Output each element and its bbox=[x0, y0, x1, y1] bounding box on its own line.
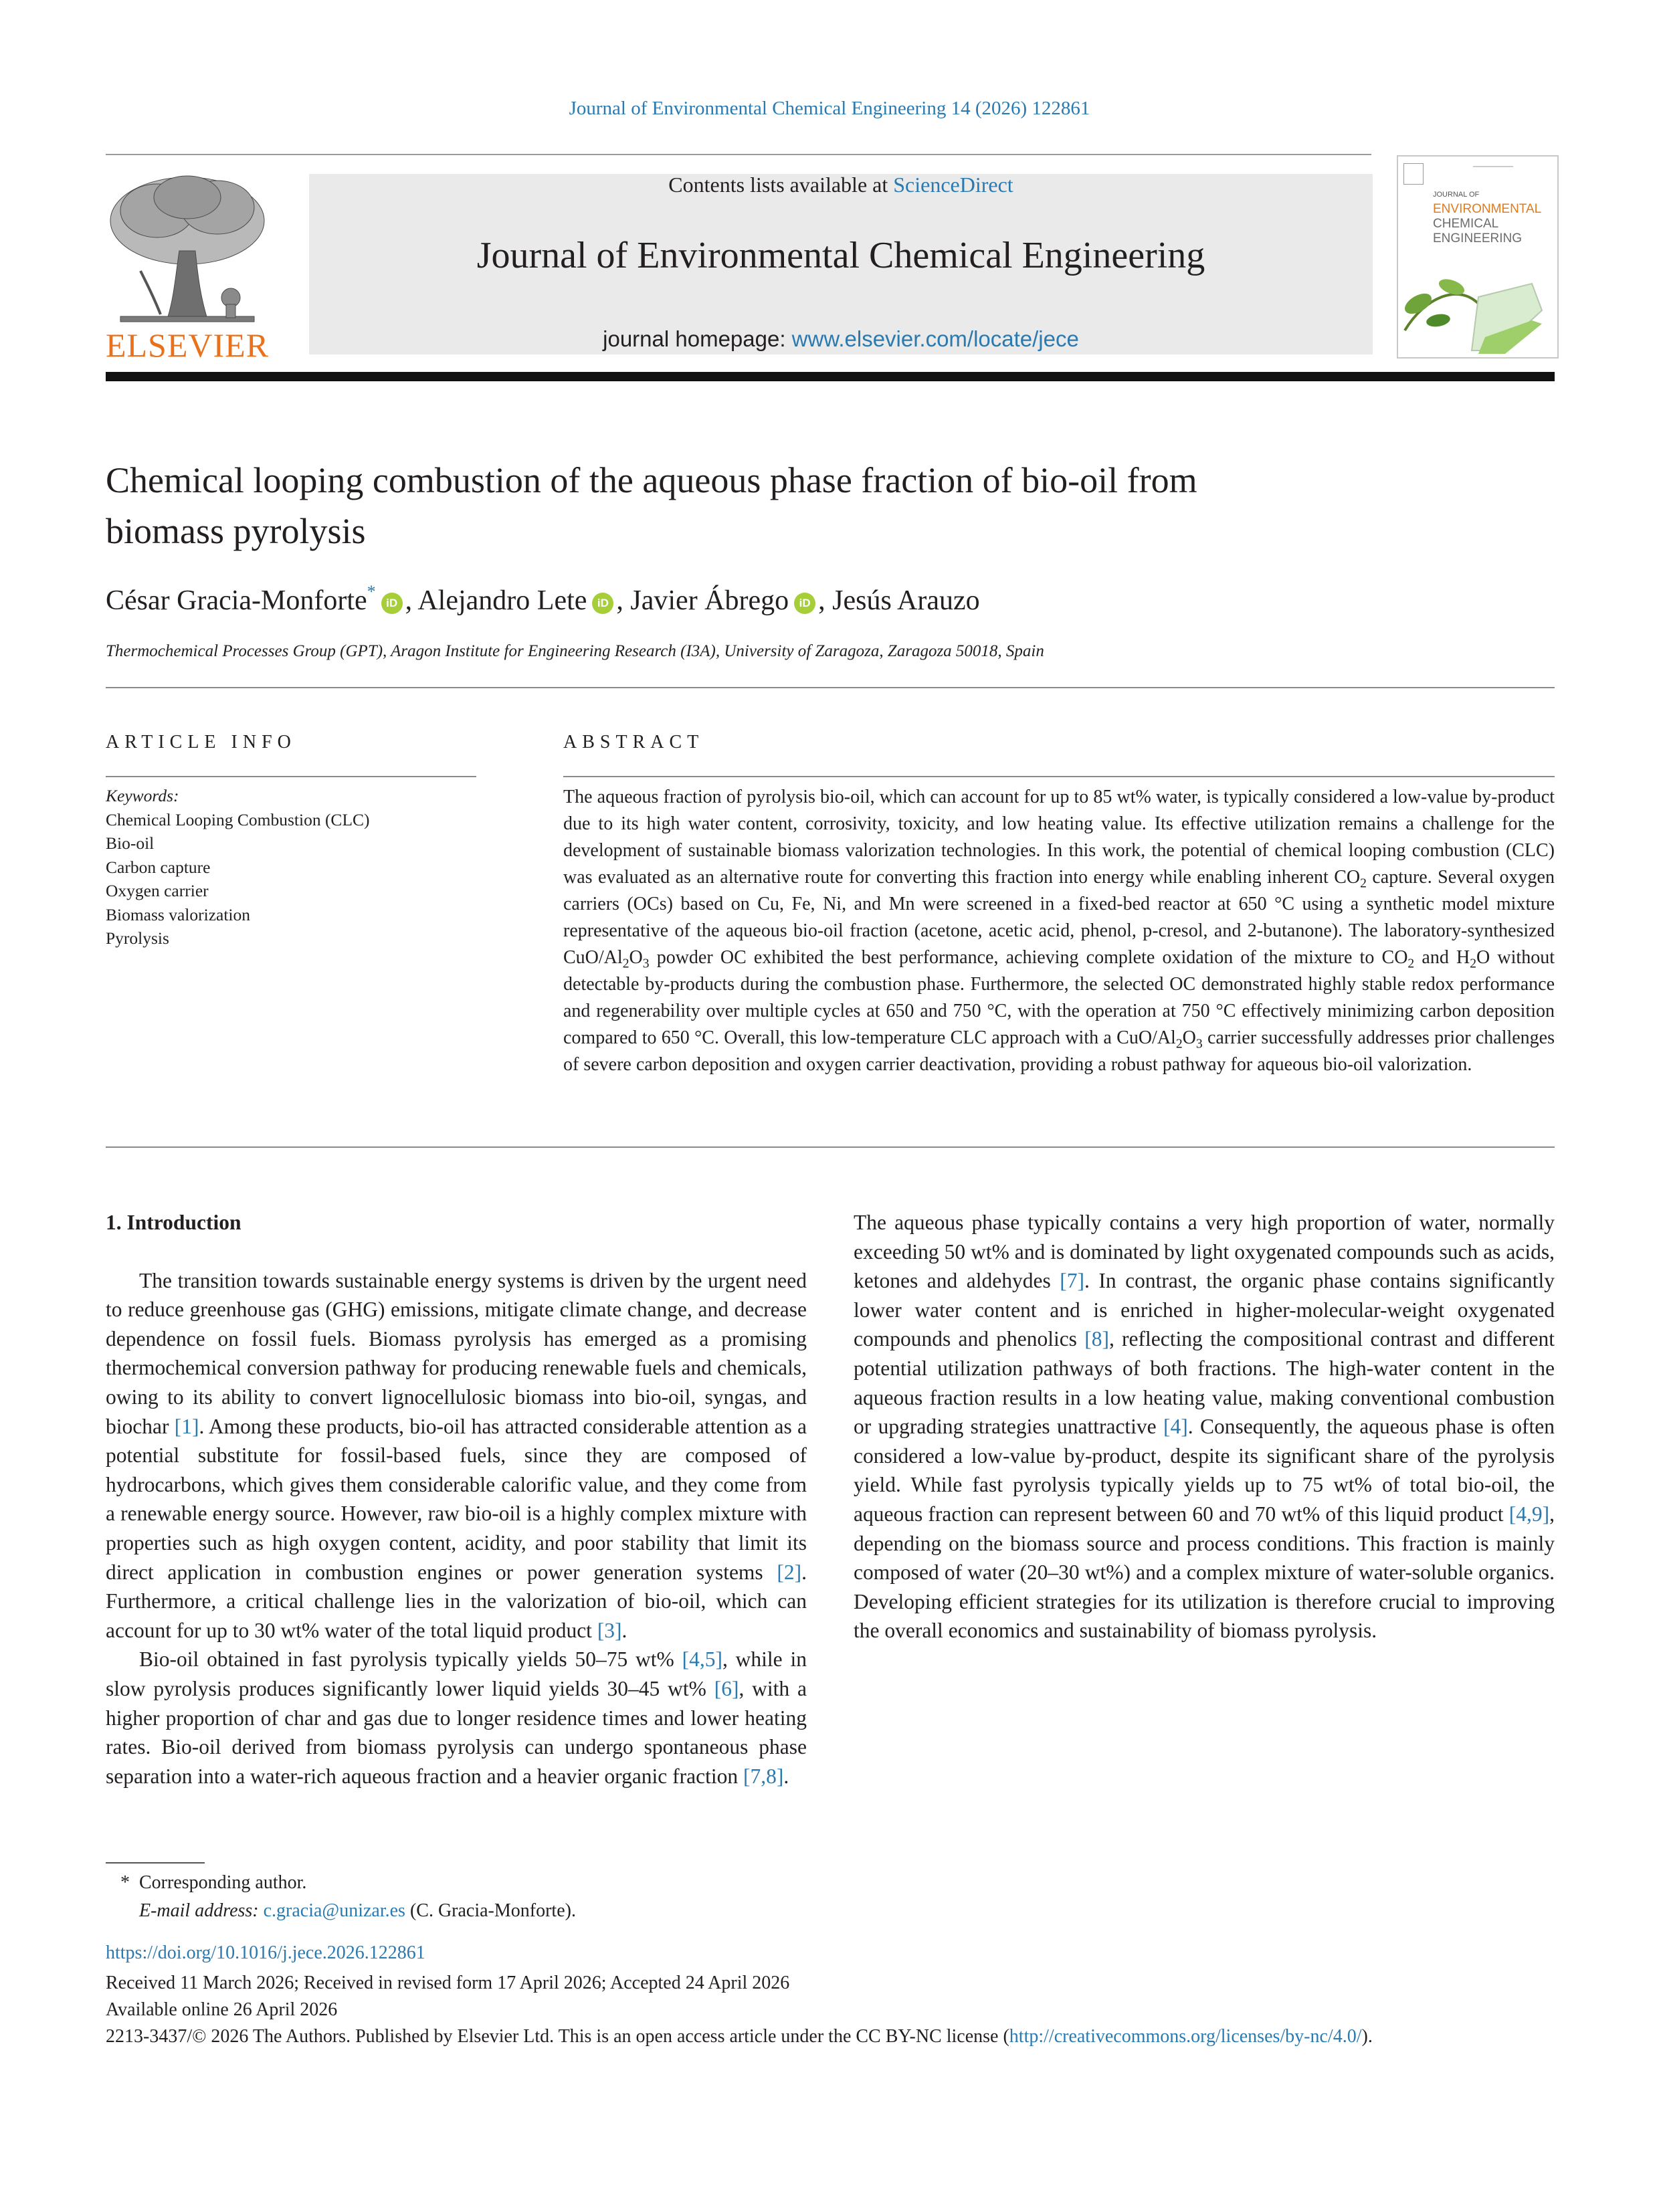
orcid-icon[interactable]: iD bbox=[794, 593, 815, 614]
cover-logo-icon bbox=[1403, 163, 1424, 185]
author-list: César Gracia-Monforte*iD , Alejandro Lete iD , Javier Ábrego iD , Jesús Arauzo bbox=[106, 582, 980, 616]
author-name[interactable]: César Gracia-Monforte bbox=[106, 585, 367, 616]
keyword-item: Chemical Looping Combustion (CLC) bbox=[106, 809, 370, 829]
body-paragraph: The transition towards sustainable energy systems is driven by the urgent need to reduce greenhouse gas (GHG) emissions, mitigate climate change, and decrease dependence on fossil fuels. Biomass pyrolysis has emerged as a promising thermochemical conversion pathway for producing renewable fuels and chemicals, owing to its ability to convert lignocellulosic biomass into bio-oil, syngas, and biochar [1]. Among these products, bio-oil has attracted considerable attention as a potential substitute for fossil-based fuels, since they are composed of hydrocarbons, which gives them considerable calorific value, and they come from a renewable energy source. However, raw bio-oil is a highly complex mixture with properties such as high oxygen content, acidity, and poor stability that limit its direct application in combustion engines or power generation systems [2]. Furthermore, a critical challenge lies in the valorization of bio-oil, which can account for up to 30 wt% water of the total liquid product [3]. bbox=[106, 1268, 807, 1642]
footnote-rule bbox=[106, 1862, 205, 1864]
keyword-item: Oxygen carrier bbox=[106, 881, 209, 900]
contents-prefix: Contents lists available at bbox=[668, 173, 894, 197]
doi-link[interactable]: https://doi.org/10.1016/j.jece.2026.122861 bbox=[106, 1942, 425, 1963]
corresponding-author-mark[interactable]: * bbox=[367, 582, 376, 601]
article-history bbox=[106, 1970, 1555, 2023]
keywords-list bbox=[106, 784, 370, 950]
citation-link[interactable]: [2] bbox=[777, 1560, 802, 1584]
citation-link[interactable]: [4] bbox=[1163, 1415, 1188, 1439]
keyword-item: Biomass valorization bbox=[106, 904, 251, 924]
body-column-right bbox=[854, 1208, 1555, 1645]
elsevier-logo bbox=[100, 171, 274, 364]
contents-line bbox=[309, 173, 1373, 197]
received-dates: Received 11 March 2026; Received in revised form 17 April 2026; Accepted 24 April 2026 bbox=[106, 1973, 790, 1993]
cover-title: JOURNAL OF ENVIRONMENTAL CHEMICAL ENGINEERING bbox=[1433, 191, 1542, 245]
orcid-icon[interactable]: iD bbox=[381, 593, 403, 614]
citation-link[interactable]: [7,8] bbox=[743, 1764, 784, 1788]
author-name[interactable]: Alejandro Lete bbox=[417, 585, 587, 616]
citation-link[interactable]: [8] bbox=[1084, 1327, 1109, 1351]
keyword-item: Carbon capture bbox=[106, 857, 211, 877]
email-label: E-mail address: bbox=[139, 1900, 259, 1921]
article-info-heading: ARTICLE INFO bbox=[106, 732, 296, 752]
divider bbox=[106, 1146, 1555, 1148]
journal-citation-link[interactable]: Journal of Environmental Chemical Engineering 14 (2026) 122861 bbox=[569, 98, 1090, 119]
homepage-link[interactable]: www.elsevier.com/locate/jece bbox=[791, 326, 1079, 351]
available-online: Available online 26 April 2026 bbox=[106, 1999, 338, 2020]
corresponding-footnote bbox=[120, 1869, 576, 1925]
orcid-icon[interactable]: iD bbox=[592, 593, 613, 614]
keywords-label: Keywords: bbox=[106, 786, 179, 805]
author-name[interactable]: Javier Ábrego bbox=[630, 585, 789, 616]
cover-small-text bbox=[1433, 165, 1513, 167]
article-title-line-1: Chemical looping combustion of the aqueous phase fraction of bio-oil from bbox=[106, 460, 1197, 500]
keyword-item: Pyrolysis bbox=[106, 928, 169, 948]
license-statement: 2213-3437/© 2026 The Authors. Published by Elsevier Ltd. This is an open access article under the CC BY-NC license (http://creativecommons.org/licenses/by-nc/4.0/). bbox=[106, 2026, 1373, 2047]
homepage-prefix: journal homepage: bbox=[603, 326, 792, 351]
journal-title: Journal of Environmental Chemical Engineering bbox=[476, 235, 1205, 276]
divider bbox=[106, 687, 1555, 688]
sciencedirect-link[interactable]: ScienceDirect bbox=[893, 173, 1013, 197]
cover-leaf-flask-icon bbox=[1398, 257, 1557, 357]
citation-link[interactable]: [4,9] bbox=[1508, 1502, 1550, 1526]
journal-cover-thumbnail[interactable] bbox=[1397, 155, 1559, 359]
citation-link[interactable]: [6] bbox=[714, 1676, 739, 1700]
keyword-item: Bio-oil bbox=[106, 833, 155, 853]
homepage-line bbox=[309, 326, 1373, 352]
article-title bbox=[106, 455, 1510, 557]
body-paragraph: The aqueous phase typically contains a very high proportion of water, normally exceeding 50 wt% and is dominated by light oxygenated compounds such as acids, ketones and aldehydes [7]. In contrast, the organic phase contains significantly lower water content and is enriched in higher-molecular-weight oxygenated compounds and phenolics [8], reflecting the compositional contrast and different potential utilization pathways of both fractions. The high-water content in the aqueous fraction results in a low heating value, making conventional combustion or upgrading strategies unattractive [4]. Consequently, the aqueous phase is often considered a low-value by-product, despite its significant share of the pyrolysis yield. While fast pyrolysis typically yields up to 75 wt% of total bio-oil, the aqueous fraction can represent between 60 and 70 wt% of this liquid product [4,9], depending on the biomass source and process conditions. This fraction is mainly composed of water (20–30 wt%) and a complex mixture of water-soluble organics. Developing efficient strategies for its utilization is therefore crucial to improving the overall economics and sustainability of biomass pyrolysis. bbox=[854, 1211, 1555, 1643]
license-link[interactable]: http://creativecommons.org/licenses/by-nc/4.0/ bbox=[1009, 2026, 1362, 2047]
citation-link[interactable]: [4,5] bbox=[682, 1647, 722, 1672]
citation-link[interactable]: [3] bbox=[597, 1618, 622, 1642]
divider bbox=[563, 776, 1555, 777]
divider bbox=[106, 776, 476, 777]
body-column-left bbox=[106, 1208, 807, 1791]
header-rule bbox=[106, 154, 1371, 155]
abstract-text: The aqueous fraction of pyrolysis bio-oil, which can account for up to 85 wt% water, is typically considered a low-value by-product due to its high water content, corrosivity, toxicity, and low heating value. Its effective utilization remains a challenge for the development of sustainable biomass valorization technologies. In this work, the potential of chemical looping combustion (CLC) was evaluated as an alternative route for converting this fraction into energy while enabling inherent $CO_2$ capture. Several oxygen carriers (OCs) based on Cu, Fe, Ni, and Mn were screened in a fixed-bed reactor at 650 °C using a synthetic model mixture representative of the aqueous bio-oil fraction (acetone, acetic acid, phenol, p-cresol, and 2-butanone). The laboratory-synthesized CuO/$Al_2O_3$ powder OC exhibited the best performance, achieving complete oxidation of the mixture to $CO_2$ and $H_2O$ without detectable by-products during the combustion phase. Furthermore, the selected OC demonstrated highly stable redox performance and regenerability over multiple cycles at 650 and 750 °C, with the operation at 750 °C effectively minimizing carbon deposition compared to 650 °C. Overall, this low-temperature CLC approach with a CuO/$Al_2O_3$ carrier successfully addresses prior challenges of severe carbon deposition and oxygen carrier deactivation, providing a robust pathway for aqueous bio-oil valorization. bbox=[563, 787, 1555, 1075]
citation-link[interactable]: [1] bbox=[174, 1414, 199, 1438]
abstract-heading: ABSTRACT bbox=[563, 732, 704, 752]
article-title-line-2: biomass pyrolysis bbox=[106, 511, 366, 551]
footnote-mark: * bbox=[120, 1872, 130, 1893]
affiliation: Thermochemical Processes Group (GPT), Aragon Institute for Engineering Research (I3A), University of Zaragoza, Zaragoza 50018, Spain bbox=[106, 642, 1044, 660]
header-thick-rule bbox=[106, 372, 1555, 381]
email-suffix: (C. Gracia-Monforte). bbox=[409, 1900, 576, 1921]
author-name[interactable]: Jesús Arauzo bbox=[832, 585, 980, 616]
elsevier-wordmark: ELSEVIER bbox=[105, 326, 270, 364]
section-heading-introduction: 1. Introduction bbox=[106, 1211, 241, 1234]
corresponding-author-text: Corresponding author. bbox=[139, 1872, 307, 1893]
body-paragraph: Bio-oil obtained in fast pyrolysis typically yields 50–75 wt% [4,5], while in slow pyrolysis produces significantly lower liquid yields 30–45 wt% [6], with a higher proportion of char and gas due to longer residence times and lower heating rates. Bio-oil derived from biomass pyrolysis can undergo spontaneous phase separation into a water-rich aqueous fraction and a heavier organic fraction [7,8]. bbox=[106, 1647, 807, 1788]
email-link[interactable]: c.gracia@unizar.es bbox=[263, 1900, 405, 1921]
citation-link[interactable]: [7] bbox=[1060, 1269, 1084, 1293]
